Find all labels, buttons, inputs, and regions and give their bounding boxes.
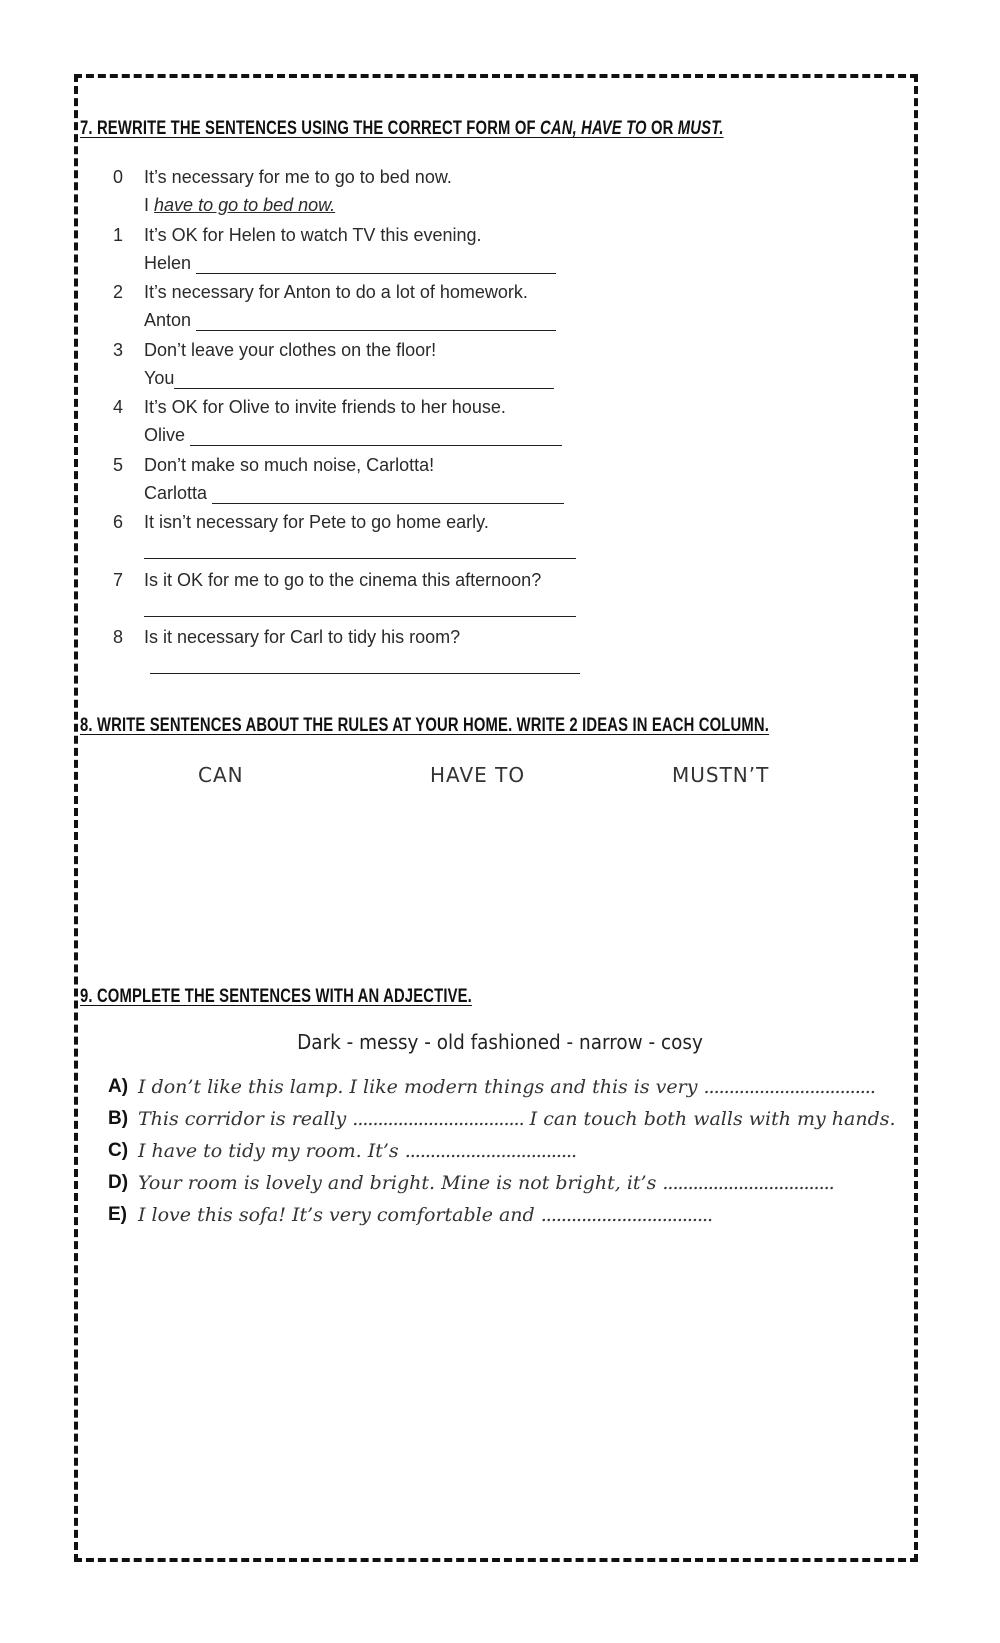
- sentence-start: Your room is lovely and bright. Mine is not bright, it’s: [138, 1172, 663, 1194]
- column-can: CAN: [198, 763, 244, 787]
- answer-field: [144, 598, 576, 617]
- exercise-item: [113, 167, 633, 225]
- answer-line[interactable]: [196, 255, 556, 274]
- answer-line[interactable]: [174, 370, 554, 389]
- title-text: 7. REWRITE THE SENTENCES USING THE CORRECT FORM OF: [80, 118, 540, 139]
- answer-blank[interactable]: ..................................: [703, 1076, 875, 1098]
- exercise-item: [113, 225, 633, 283]
- item-question: Don’t make so much noise, Carlotta!: [144, 454, 435, 475]
- answer-blank[interactable]: ..................................: [662, 1172, 834, 1194]
- answer-line[interactable]: [212, 485, 564, 504]
- item-question: It’s OK for Olive to invite friends to her house.: [144, 397, 506, 417]
- answer-prefix: You: [144, 367, 175, 388]
- title-can: CAN, HAVE TO: [539, 118, 647, 139]
- sentence-start: I have to tidy my room. It’s: [138, 1140, 405, 1162]
- answer-field: [144, 253, 556, 274]
- exercise-item: [113, 512, 633, 570]
- exercise-item: [113, 627, 633, 685]
- exercise-item: [113, 282, 633, 340]
- answer-blank[interactable]: ..................................: [540, 1204, 713, 1226]
- item-question: It isn’t necessary for Pete to go home early.: [144, 512, 489, 532]
- item-number: 2: [113, 282, 124, 302]
- item-number: 3: [113, 339, 124, 360]
- item-question: It’s necessary for Anton to do a lot of homework.: [144, 282, 528, 302]
- item-letter: B): [108, 1108, 129, 1129]
- answer-field: [144, 425, 562, 446]
- item-number: 8: [113, 627, 124, 647]
- answer-line[interactable]: [144, 598, 576, 617]
- answer-prefix: Olive: [144, 425, 186, 445]
- answer-field: [144, 368, 554, 389]
- exercise-item: [113, 397, 633, 455]
- answer-field: [144, 540, 576, 559]
- item-number: 7: [113, 569, 124, 590]
- item-number: 4: [113, 397, 124, 417]
- answer-prefix: Helen: [144, 252, 192, 273]
- item-number: 1: [113, 224, 124, 245]
- word-bank: Dark - messy - old fashioned - narrow - cosy: [297, 1030, 703, 1054]
- answer-text: have to go to bed now.: [154, 195, 336, 215]
- exercise-7-title: [80, 118, 724, 140]
- item-letter: E): [108, 1204, 127, 1225]
- sentence-start: This corridor is really: [138, 1108, 353, 1130]
- exercise-item: [113, 455, 633, 513]
- exercise-7-list: [113, 167, 633, 685]
- answer-line[interactable]: [196, 312, 556, 331]
- title-or: OR: [646, 118, 678, 139]
- item-number: 6: [113, 512, 124, 532]
- answer-prefix: Anton: [144, 310, 192, 330]
- exercise-item: [113, 570, 633, 628]
- column-mustnt: MUSTN’T: [672, 763, 770, 787]
- model-answer: [144, 195, 335, 216]
- answer-field: [144, 310, 556, 331]
- item-letter: A): [108, 1076, 129, 1097]
- item-letter: D): [108, 1172, 129, 1193]
- sentence-start: I love this sofa! It’s very comfortable and: [138, 1204, 541, 1226]
- item-question: It’s necessary for me to go to bed now.: [144, 167, 452, 187]
- item-question: Don’t leave your clothes on the floor!: [144, 339, 437, 360]
- item-question: Is it OK for me to go to the cinema this afternoon?: [144, 569, 542, 590]
- column-have-to: HAVE TO: [430, 763, 526, 787]
- answer-line[interactable]: [190, 427, 562, 446]
- answer-field: [144, 483, 564, 504]
- answer-prefix: Carlotta: [144, 482, 208, 503]
- answer-line[interactable]: [144, 540, 576, 559]
- answer-prefix: I: [144, 195, 150, 215]
- item-number: 5: [113, 454, 124, 475]
- item-question: It’s OK for Helen to watch TV this evening.: [144, 224, 482, 245]
- answer-field: [144, 655, 580, 674]
- item-number: 0: [113, 167, 124, 187]
- title-must: MUST.: [677, 118, 724, 139]
- exercise-item: [113, 340, 633, 398]
- answer-line[interactable]: [150, 655, 580, 674]
- answer-blank[interactable]: ..................................: [404, 1140, 577, 1162]
- sentence-start: I don’t like this lamp. I like modern things and this is very: [138, 1076, 704, 1098]
- item-letter: C): [108, 1140, 129, 1161]
- item-question: Is it necessary for Carl to tidy his room?: [144, 627, 461, 647]
- exercise-8-title: 8. WRITE SENTENCES ABOUT THE RULES AT YOUR HOME. WRITE 2 IDEAS IN EACH COLUMN.: [80, 715, 769, 736]
- sentence-end: I can touch both walls with my hands.: [523, 1108, 896, 1130]
- exercise-9-title: 9. COMPLETE THE SENTENCES WITH AN ADJECTIVE.: [80, 986, 472, 1007]
- answer-blank[interactable]: ..................................: [352, 1108, 524, 1130]
